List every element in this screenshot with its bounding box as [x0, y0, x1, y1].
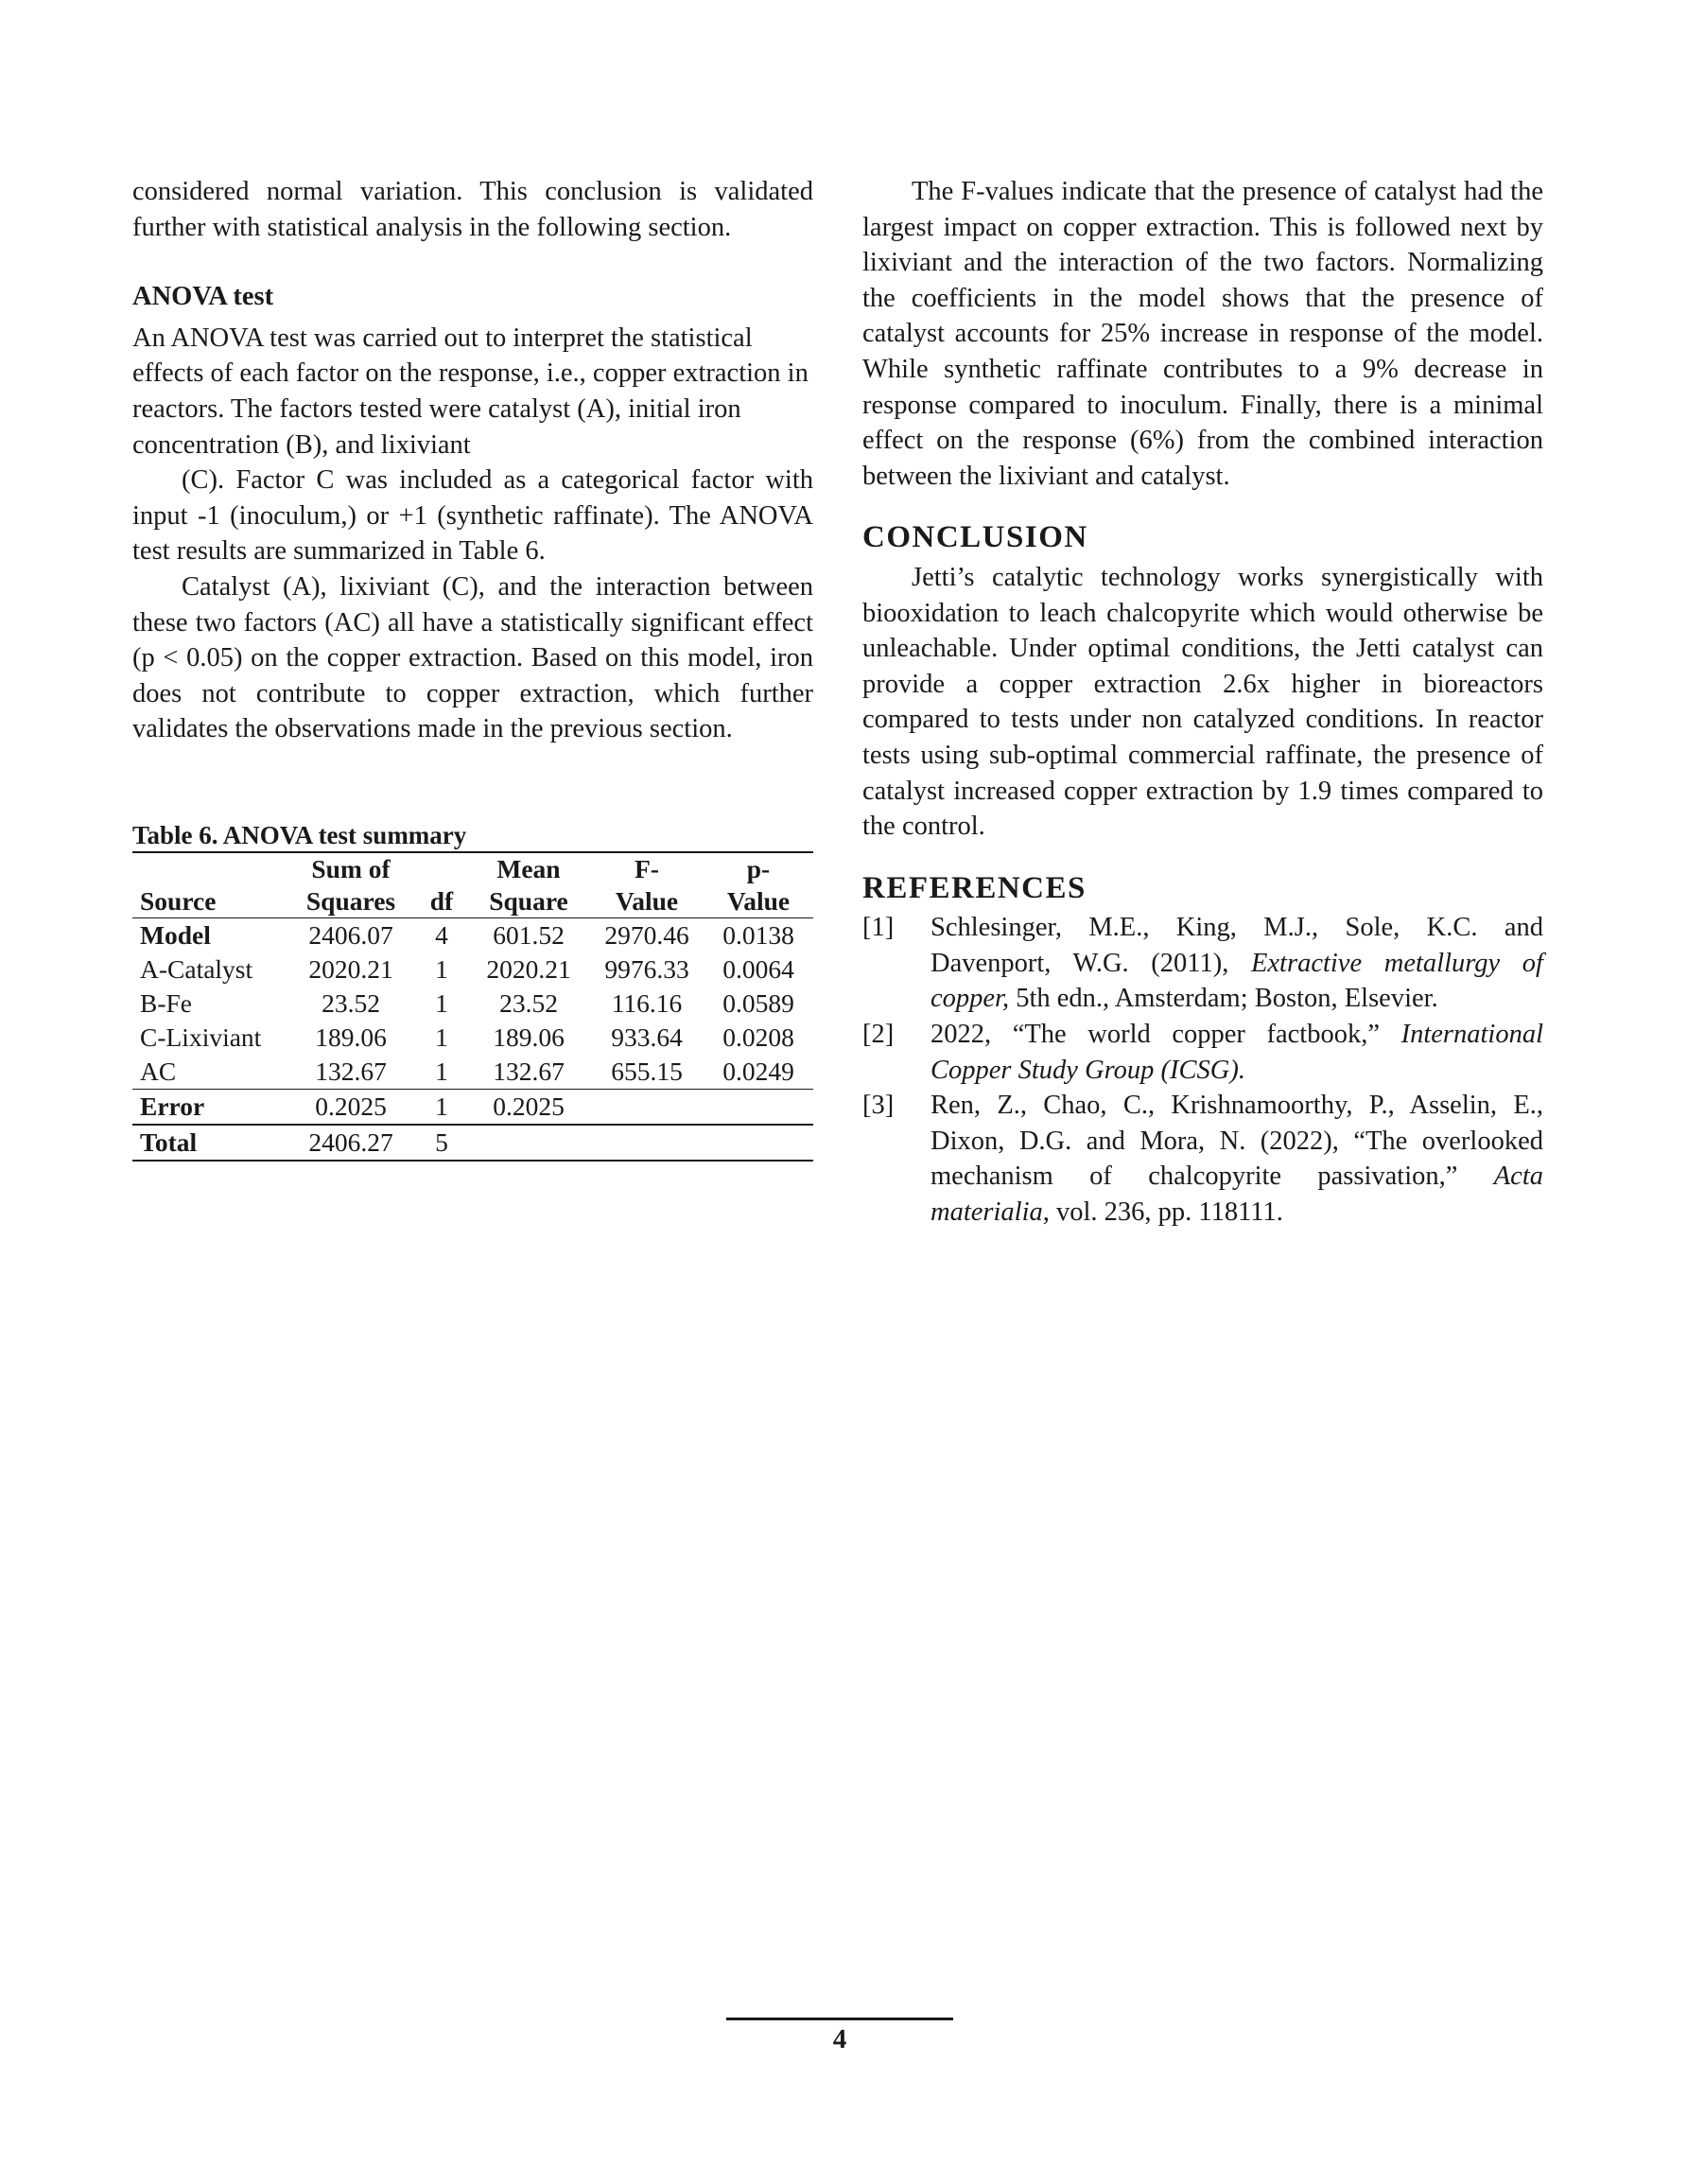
row-source: C-Lixiviant — [140, 1022, 262, 1052]
row-source: B-Fe — [140, 987, 192, 1018]
row-df: 5 — [435, 1127, 448, 1157]
fvalues-paragraph: The F-values indicate that the presence of catalyst had the largest impact on copper extraction. This is followed next by lixiviant and the interaction of the two factors. Normalizing the coefficients in the model shows that the presence of catalyst accounts for 25% increase in response of the model. While synthetic raffinate contributes to a 9% decrease in response compared to inoculum. Finally, there is a minimal effect on the response (6%) from the combined interaction between the lixiviant and catalyst. — [862, 177, 1543, 491]
row-mean-square: 23.52 — [499, 987, 558, 1018]
row-f-value — [590, 1089, 704, 1125]
row-df: 1 — [435, 953, 448, 984]
reference-item: [3] Ren, Z., Chao, C., Krishnamoorthy, P., Asselin, E., Dixon, D.G. and Mora, N. (2022), “The overlooked mechanism of chalcopyrite passivation,” Acta materialia, vol. 236, pp. 118111. — [862, 1088, 1543, 1230]
row-df: 1 — [416, 1089, 467, 1125]
row-sum-of-squares: 189.06 — [315, 1022, 387, 1052]
header-f-value: F- Value — [590, 852, 704, 918]
footer-rule — [726, 2018, 953, 2020]
anova-heading: ANOVA test — [132, 282, 274, 312]
right-column — [862, 174, 1543, 1231]
row-sum-of-squares: 2020.21 — [308, 953, 393, 984]
row-p-value — [704, 1125, 813, 1161]
row-p-value: 0.0589 — [722, 987, 794, 1018]
row-df: 1 — [435, 1022, 448, 1052]
reference-item: [1] Schlesinger, M.E., King, M.J., Sole, K.C. and Davenport, W.G. (2011), Extractive metallurgy of copper, 5th edn., Amsterdam; Boston, Elsevier. — [862, 910, 1543, 1017]
table-row — [132, 917, 813, 952]
row-sum-of-squares: 2406.07 — [308, 919, 393, 950]
row-f-value: 9976.33 — [604, 953, 689, 984]
row-df: 4 — [435, 919, 448, 950]
row-sum-of-squares: 132.67 — [286, 1055, 416, 1090]
table-caption: Table 6. ANOVA test summary — [132, 820, 467, 849]
anova-paragraph-1: An ANOVA test was carried out to interpret the statistical effects of each factor on the response, i.e., copper extraction in reactors. The factors tested were catalyst (A), initial iron concentration (B), and lixiviant — [132, 323, 809, 460]
row-df: 1 — [435, 987, 448, 1018]
anova-paragraph-3: Catalyst (A), lixiviant (C), and the interaction between these two factors (AC) all have a statistically significant effect (p < 0.05) on the copper extraction. Based on this model, iron does not contribute to copper extraction, which further validates the observations made in the previous section. — [132, 571, 813, 744]
row-p-value: 0.0249 — [704, 1055, 813, 1090]
header-df: df — [416, 852, 467, 918]
row-sum-of-squares: 2406.27 — [308, 1127, 393, 1157]
reference-number: [1] — [862, 913, 895, 943]
reference-item: [2] 2022, “The world copper factbook,” International Copper Study Group (ICSG). — [862, 1017, 1543, 1088]
anova-paragraph-2: (C). Factor C was included as a categorical factor with input -1 (inoculum,) or +1 (synthetic raffinate). The ANOVA test results are summarized in Table 6. — [132, 465, 813, 567]
row-mean-square: 0.2025 — [467, 1089, 590, 1125]
row-mean-square: 2020.21 — [486, 953, 571, 984]
references-list — [862, 910, 1543, 1230]
header-p-value: p- Value — [704, 852, 813, 918]
header-sum-of-squares: Sum of Squares — [286, 852, 416, 918]
header-source: Source — [132, 852, 286, 918]
left-column — [132, 174, 813, 1162]
row-p-value — [704, 1089, 813, 1125]
reference-number: [2] — [862, 1020, 895, 1050]
table-row — [132, 952, 813, 987]
table-header-row — [132, 852, 813, 918]
table-row — [132, 1125, 813, 1161]
row-f-value: 116.16 — [611, 987, 683, 1018]
header-mean-square: Mean Square — [467, 852, 590, 918]
row-f-value: 655.15 — [590, 1055, 704, 1090]
table-row — [132, 1055, 813, 1090]
references-heading: REFERENCES — [862, 870, 1087, 905]
row-sum-of-squares: 0.2025 — [286, 1089, 416, 1125]
row-source: Error — [132, 1089, 286, 1125]
page-number: 4 — [832, 2024, 847, 2054]
row-sum-of-squares: 23.52 — [322, 987, 380, 1018]
row-p-value: 0.0208 — [722, 1022, 794, 1052]
row-f-value: 2970.46 — [604, 919, 689, 950]
row-p-value: 0.0138 — [722, 919, 794, 950]
row-mean-square — [467, 1125, 590, 1161]
row-df: 1 — [416, 1055, 467, 1090]
row-p-value: 0.0064 — [722, 953, 794, 984]
row-source: AC — [132, 1055, 286, 1090]
row-mean-square: 601.52 — [493, 919, 565, 950]
conclusion-heading: CONCLUSION — [862, 520, 1088, 555]
reference-number: [3] — [862, 1091, 895, 1121]
row-mean-square: 189.06 — [493, 1022, 565, 1052]
row-source: Total — [140, 1127, 198, 1157]
row-source: Model — [140, 919, 211, 950]
row-f-value — [590, 1125, 704, 1161]
table-row — [132, 1021, 813, 1055]
table-row — [132, 987, 813, 1021]
table-row — [132, 1089, 813, 1125]
row-f-value: 933.64 — [611, 1022, 683, 1052]
anova-table — [132, 851, 813, 1162]
intro-paragraph: considered normal variation. This conclusion is validated further with statistical analysis in the following section. — [132, 177, 813, 242]
conclusion-paragraph: Jetti’s catalytic technology works synergistically with biooxidation to leach chalcopyrite which would otherwise be unleachable. Under optimal conditions, the Jetti catalyst can provide a copper extraction 2.6x higher in bioreactors compared to tests under non catalyzed conditions. In reactor tests using sub-optimal commercial raffinate, the presence of catalyst increased copper extraction by 1.9 times compared to the control. — [862, 562, 1543, 842]
row-mean-square: 132.67 — [467, 1055, 590, 1090]
row-source: A-Catalyst — [140, 953, 253, 984]
